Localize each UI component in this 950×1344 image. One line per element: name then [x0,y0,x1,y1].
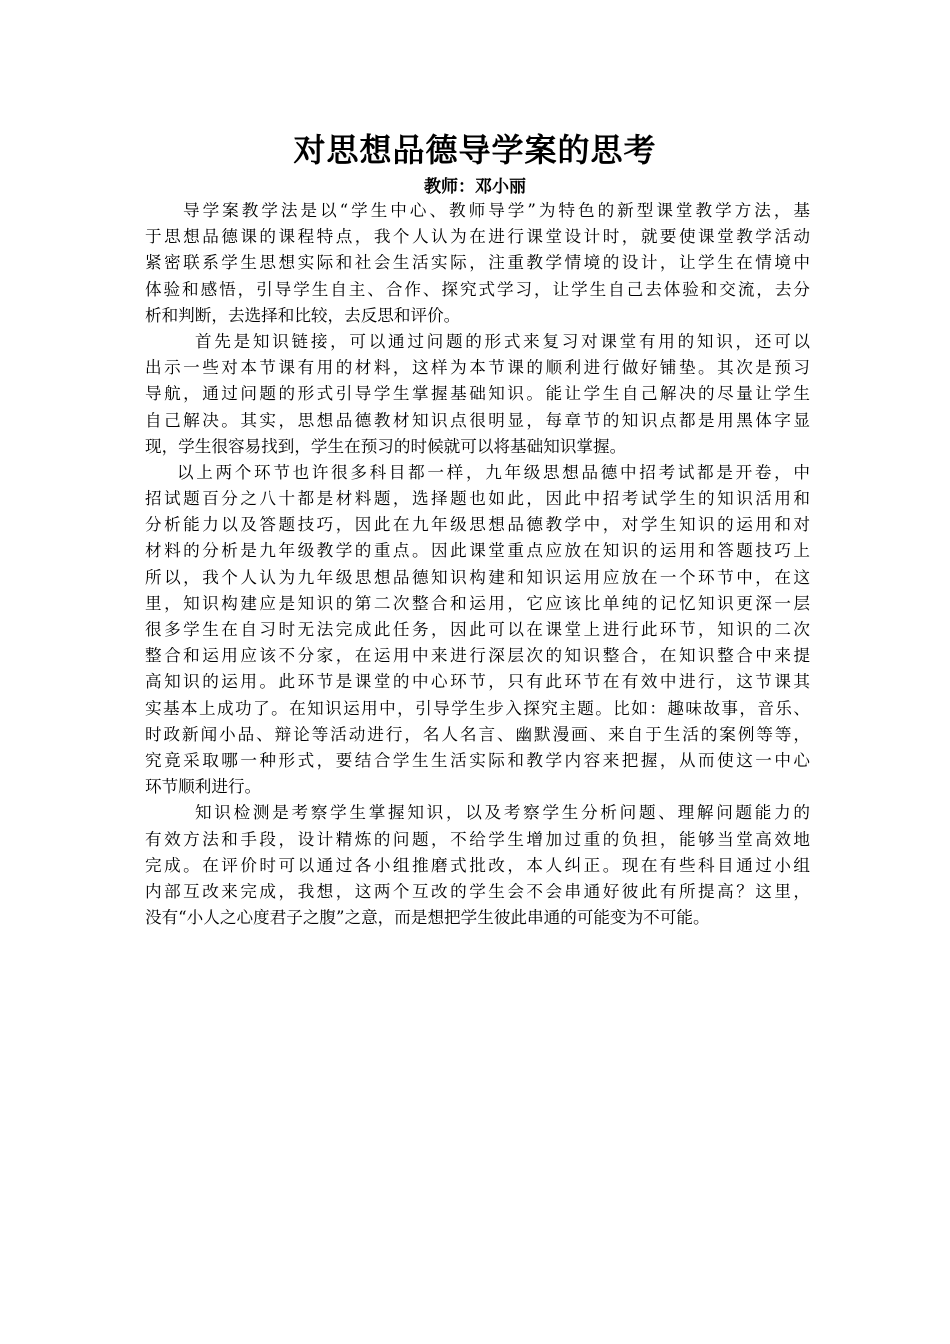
text-line: 时政新闻小品、辩论等活动进行，名人名言、幽默漫画、来自于生活的案例等等， [145,724,810,744]
text-line: 知识检测是考察学生掌握知识，以及考察学生分析问题、理解问题能力的 [195,803,810,823]
text-line: 于思想品德课的课程特点，我个人认为在进行课堂设计时，就要使课堂教学活动 [145,227,810,247]
paragraph-4 [145,800,810,931]
document-title: 对思想品德导学案的思考 [293,131,657,169]
text-line: 所以，我个人认为九年级思想品德知识构建和知识运用应放在一个环节中，在这 [145,567,810,587]
text-line: 究竟采取哪一种形式，要结合学生生活实际和教学内容来把握，从而使这一中心 [145,750,810,770]
text-line: 首先是知识链接，可以通过问题的形式来复习对课堂有用的知识，还可以 [195,331,810,351]
text-line: 里，知识构建应是知识的第二次整合和运用，它应该比单纯的记忆知识更深一层 [145,593,810,613]
text-line: 没有“小人之心度君子之腹”之意，而是想把学生彼此串通的可能变为不可能。 [145,908,710,928]
document-body [145,198,810,931]
text-line: 分析能力以及答题技巧，因此在九年级思想品德教学中，对学生知识的运用和对 [145,515,810,535]
text-line: 内部互改来完成，我想，这两个互改的学生会不会串通好彼此有所提高？这里， [145,881,810,901]
text-line: 实基本上成功了。在知识运用中，引导学生步入探究主题。比如：趣味故事，音乐、 [145,698,810,718]
text-line: 整合和运用应该不分家，在运用中来进行深层次的知识整合，在知识整合中来提 [145,646,810,666]
text-line: 完成。在评价时可以通过各小组推磨式批改，本人纠正。现在有些科目通过小组 [145,855,810,875]
text-line: 析和判断，去选择和比较，去反思和评价。 [145,305,461,325]
text-line: 体验和感悟，引导学生自主、合作、探究式学习，让学生自己去体验和交流，去分 [145,279,810,299]
text-line: 自己解决。其实，思想品德教材知识点很明显，每章节的知识点都是用黑体字显 [145,410,810,430]
text-line: 导学案教学法是以“学生中心、教师导学”为特色的新型课堂教学方法，基 [183,201,810,220]
paragraph-1 [145,198,810,329]
text-line: 导航，通过问题的形式引导学生掌握基础知识。能让学生自己解决的尽量让学生 [145,384,810,404]
text-line: 以上两个环节也许很多科目都一样，九年级思想品德中招考试都是开卷，中 [177,462,810,482]
text-line: 环节顺利进行。 [145,777,262,797]
paragraph-3 [145,460,810,800]
text-line: 出示一些对本节课有用的材料，这样为本节课的顺利进行做好铺垫。其次是预习 [145,358,810,378]
text-line: 现，学生很容易找到，学生在预习的时候就可以将基础知识掌握。 [145,436,627,456]
text-line: 紧密联系学生思想实际和社会生活实际，注重教学情境的设计，让学生在情境中 [145,253,810,273]
text-line: 高知识的运用。此环节是课堂的中心环节，只有此环节在有效中进行，这节课其 [145,672,810,692]
text-line: 很多学生在自习时无法完成此任务，因此可以在课堂上进行此环节，知识的二次 [145,620,810,639]
text-line: 招试题百分之八十都是材料题，选择题也如此，因此中招考试学生的知识活用和 [145,489,810,509]
paragraph-2 [145,329,810,460]
document-author: 教师：邓小丽 [424,177,526,197]
text-line: 材料的分析是九年级教学的重点。因此课堂重点应放在知识的运用和答题技巧上 [145,541,810,561]
text-line: 有效方法和手段，设计精炼的问题，不给学生增加过重的负担，能够当堂高效地 [145,829,810,849]
